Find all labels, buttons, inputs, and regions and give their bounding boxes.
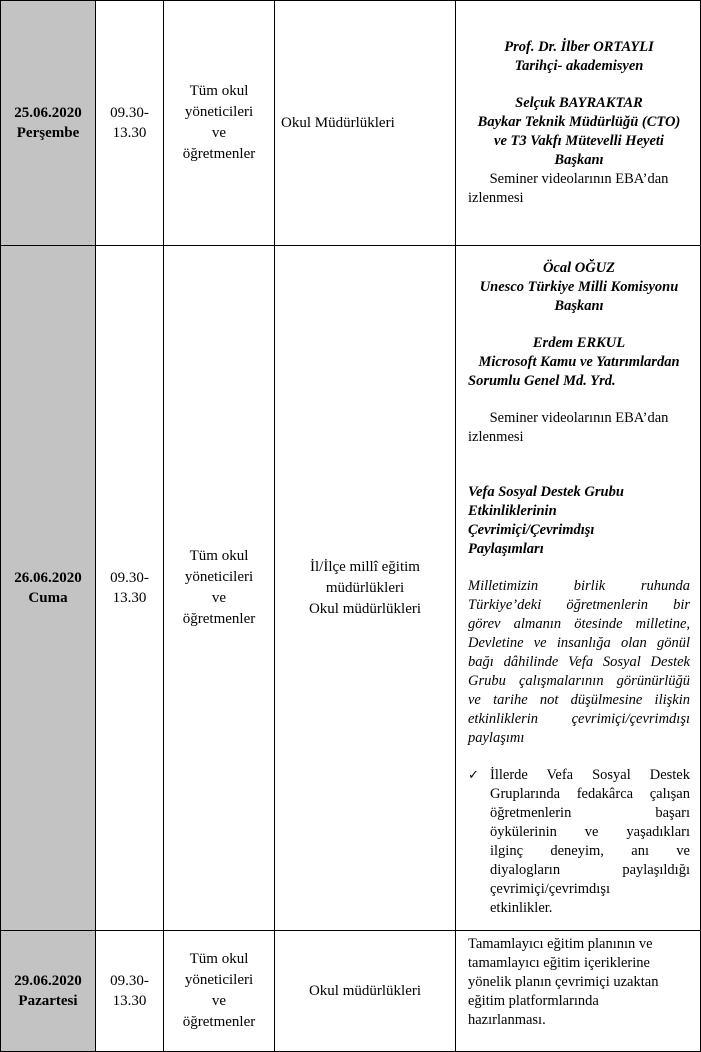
organizer-line: Okul müdürlükleri: [308, 982, 422, 999]
speaker-title: Unesco Türkiye Milli Komisyonu: [479, 278, 679, 295]
audience-line: ve: [211, 993, 227, 1009]
audience-cell: [164, 246, 275, 931]
note-line: izlenmesi: [468, 190, 524, 206]
date: 26.06.2020: [14, 570, 82, 586]
time-cell: [96, 1, 164, 246]
activity-cell: [456, 931, 701, 1052]
speaker-title: Microsoft Kamu ve Yatırımlardan: [478, 353, 680, 370]
activity-line: eğitim platformlarında: [468, 993, 599, 1009]
description-line: Milletimizin birlik ruhunda: [468, 577, 690, 594]
note-line: Seminer videolarının EBA’dan: [489, 171, 669, 187]
bullet-line: öğretmenlerin başarı: [490, 804, 690, 821]
date: 29.06.2020: [14, 973, 82, 989]
description-line: ve tarihe not düşülmesine ilişkin: [468, 691, 690, 708]
organizer-line: İl/İlçe millî eğitim: [310, 558, 420, 575]
bullet-text: [490, 766, 690, 918]
bullet-line: öykülerinin ve yaşadıkları: [490, 823, 690, 840]
activity-line: tamamlayıcı eğitim içeriklerine: [468, 955, 650, 971]
audience-line: Tüm okul: [189, 951, 249, 967]
bullet-line: ilginç deneyim, anı ve: [490, 842, 690, 859]
speaker-name: Öcal OĞUZ: [542, 259, 616, 276]
time-end: 13.30: [112, 590, 147, 606]
activity-line: hazırlanması.: [468, 1012, 546, 1028]
audience-cell: [164, 1, 275, 246]
date-cell: [1, 1, 96, 246]
date: 25.06.2020: [14, 105, 82, 121]
bullet-line: etkinlikler.: [490, 899, 553, 916]
audience-line: yöneticileri: [184, 972, 254, 988]
weekday: Cuma: [28, 590, 68, 606]
activity-line: Tamamlayıcı eğitim planının ve: [468, 936, 653, 952]
table-row: [1, 931, 701, 1052]
speaker-title: Sorumlu Genel Md. Yrd.: [468, 372, 616, 389]
time-start: 09.30-: [110, 973, 149, 989]
checkmark-icon: ✓: [468, 767, 479, 783]
speaker-name: Prof. Dr. İlber ORTAYLI: [504, 39, 654, 55]
table-row: [1, 246, 701, 931]
audience-line: ve: [211, 125, 227, 141]
audience-line: ve: [211, 590, 227, 606]
section-heading: Çevrimiçi/Çevrimdışı: [468, 521, 595, 538]
organizer-line: müdürlükleri: [325, 579, 405, 596]
bullet-line: Gruplarında fedakârca çalışan: [490, 785, 690, 802]
section-heading: Etkinliklerinin: [468, 502, 557, 519]
speaker-name: Erdem ERKUL: [532, 334, 626, 351]
audience-line: Tüm okul: [189, 548, 249, 564]
audience-line: yöneticileri: [184, 104, 254, 120]
audience-line: öğretmenler: [182, 1014, 256, 1030]
description-line: etkinliklerin çevrimiçi/çevrimdışı: [468, 710, 690, 727]
weekday: Perşembe: [16, 125, 80, 141]
bullet-line: çevrimiçi/çevrimdışı: [490, 880, 610, 897]
weekday: Pazartesi: [18, 993, 78, 1009]
time-end: 13.30: [112, 993, 147, 1009]
note-line: Seminer videolarının EBA’dan: [489, 409, 669, 426]
time-cell: [96, 931, 164, 1052]
time-cell: [96, 246, 164, 931]
section-heading: Vefa Sosyal Destek Grubu: [468, 483, 624, 500]
activity-cell: [456, 246, 701, 931]
time-start: 09.30-: [110, 105, 149, 121]
section-heading: Paylaşımları: [468, 540, 544, 557]
activity-line: yönelik planın çevrimiçi uzaktan: [468, 974, 659, 990]
organizer-cell: [275, 1, 456, 246]
description-line: Grubu çalışmalarının görünürlüğü: [468, 672, 690, 689]
note-line: izlenmesi: [468, 428, 524, 445]
audience-line: öğretmenler: [182, 611, 256, 627]
speaker-title: Başkanı: [554, 152, 604, 168]
description-line: görev almanın ötesinde milletine,: [468, 615, 690, 632]
audience-cell: [164, 931, 275, 1052]
activity-cell: [456, 1, 701, 246]
organizer-cell: [275, 246, 456, 931]
organizer-cell: [275, 931, 456, 1052]
organizer-line: Okul Müdürlükleri: [281, 114, 395, 131]
audience-line: yöneticileri: [184, 569, 254, 585]
description-line: paylaşımı: [468, 729, 525, 746]
speaker-title: Başkanı: [554, 297, 604, 314]
speaker-name: Selçuk BAYRAKTAR: [515, 95, 643, 111]
organizer-line: Okul müdürlükleri: [308, 600, 422, 617]
description-line: Devletine ve insanlığa olan gönül: [468, 634, 690, 651]
time-start: 09.30-: [110, 570, 149, 586]
time-end: 13.30: [112, 125, 147, 141]
bullet-item: [468, 766, 690, 918]
table-row: [1, 1, 701, 246]
speaker-title: ve T3 Vakfı Mütevelli Heyeti: [494, 133, 664, 149]
audience-line: öğretmenler: [182, 146, 256, 162]
description-line: bağı dâhilinde Vefa Sosyal Destek: [468, 653, 690, 670]
description-line: Türkiye’deki öğretmenlerin bir: [468, 596, 690, 613]
speaker-title: Tarihçi- akademisyen: [514, 58, 644, 74]
audience-line: Tüm okul: [189, 83, 249, 99]
bullet-line: İllerde Vefa Sosyal Destek: [490, 766, 690, 783]
date-cell: [1, 931, 96, 1052]
date-cell: [1, 246, 96, 931]
bullet-line: diyalogların paylaşıldığı: [490, 861, 690, 878]
speaker-title: Baykar Teknik Müdürlüğü (CTO): [477, 114, 681, 130]
